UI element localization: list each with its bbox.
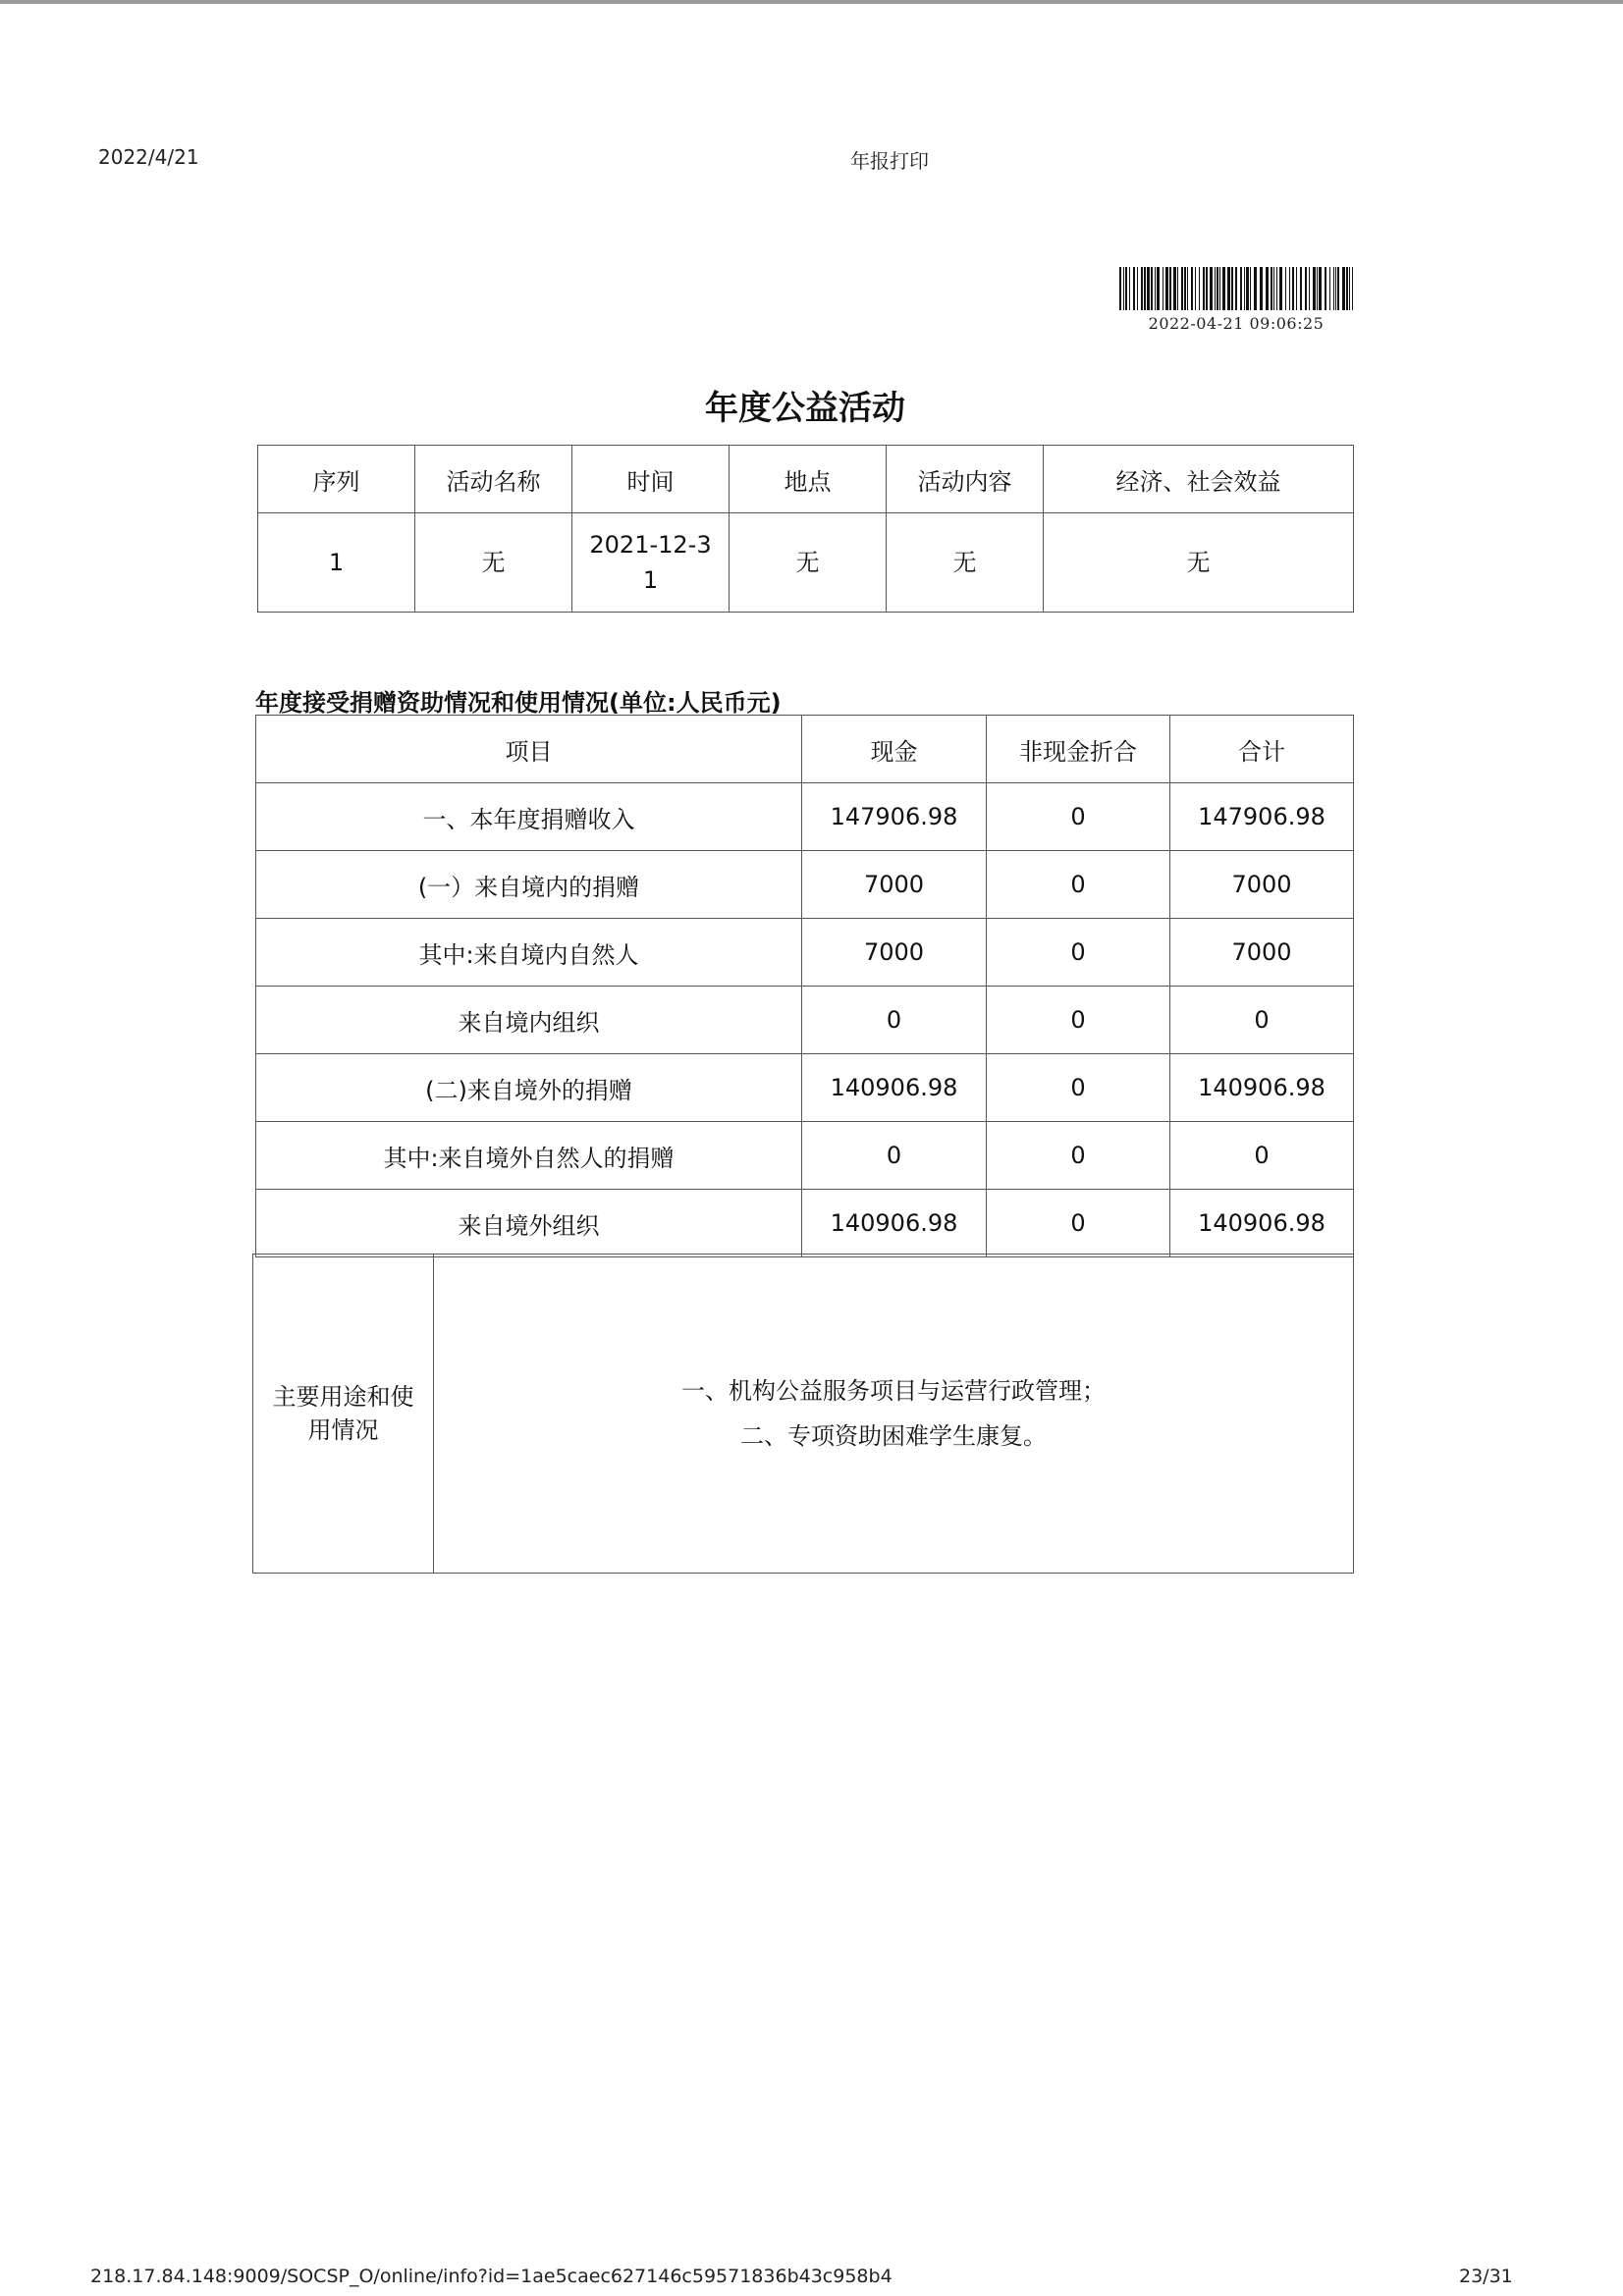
row-noncash: 0 [987, 783, 1170, 851]
activities-header-row [258, 446, 1354, 513]
footer-url: 218.17.84.148:9009/SOCSP_O/online/info?id=1ae5caec627146c59571836b43c958b4 [90, 2266, 893, 2287]
table-row [256, 987, 1354, 1054]
usage-label [253, 1255, 434, 1574]
row-total: 7000 [1170, 851, 1354, 919]
donations-title: 年度接受捐赠资助情况和使用情况(单位:人民币元) [255, 689, 782, 717]
row-cash: 140906.98 [802, 1190, 987, 1257]
table-row [256, 1122, 1354, 1190]
row-cash: 147906.98 [802, 783, 987, 851]
usage-label-line1: 主要用途和使 [272, 1383, 414, 1411]
print-date: 2022/4/21 [98, 145, 199, 169]
table-row [256, 1190, 1354, 1257]
usage-content [434, 1255, 1354, 1574]
row-item: 其中:来自境外自然人的捐赠 [256, 1122, 802, 1190]
cell-location: 无 [730, 513, 887, 613]
row-noncash: 0 [987, 1054, 1170, 1122]
usage-line1: 一、机构公益服务项目与运营行政管理； [681, 1377, 1106, 1405]
usage-row [253, 1255, 1354, 1574]
row-noncash: 0 [987, 987, 1170, 1054]
barcode [1119, 267, 1353, 310]
col-header-noncash: 非现金折合 [987, 716, 1170, 783]
cell-index: 1 [258, 513, 415, 613]
col-header-item: 项目 [256, 716, 802, 783]
usage-line2: 二、专项资助困难学生康复。 [740, 1422, 1047, 1450]
row-item: 其中:来自境内自然人 [256, 919, 802, 987]
cell-benefit: 无 [1044, 513, 1354, 613]
col-header-time: 时间 [572, 446, 730, 513]
row-item: (一）来自境内的捐赠 [256, 851, 802, 919]
row-item: 一、本年度捐赠收入 [256, 783, 802, 851]
page-number: 23/31 [1459, 2266, 1513, 2287]
col-header-total: 合计 [1170, 716, 1354, 783]
row-item: 来自境外组织 [256, 1190, 802, 1257]
scan-top-edge [0, 0, 1623, 4]
table-row [256, 1054, 1354, 1122]
row-cash: 0 [802, 987, 987, 1054]
row-cash: 7000 [802, 851, 987, 919]
cell-name: 无 [415, 513, 572, 613]
table-row [256, 783, 1354, 851]
row-cash: 0 [802, 1122, 987, 1190]
col-header-benefit: 经济、社会效益 [1044, 446, 1354, 513]
col-header-location: 地点 [730, 446, 887, 513]
col-header-name: 活动名称 [415, 446, 572, 513]
activities-title: 年度公益活动 [705, 389, 905, 428]
usage-table [252, 1254, 1354, 1574]
table-row [256, 851, 1354, 919]
row-total: 147906.98 [1170, 783, 1354, 851]
row-noncash: 0 [987, 851, 1170, 919]
row-noncash: 0 [987, 1122, 1170, 1190]
donations-table [255, 715, 1354, 1257]
cell-time [572, 513, 730, 613]
row-cash: 7000 [802, 919, 987, 987]
donations-header-row [256, 716, 1354, 783]
row-item: 来自境内组织 [256, 987, 802, 1054]
activities-table [257, 445, 1354, 613]
barcode-timestamp: 2022-04-21 09:06:25 [1148, 314, 1325, 333]
row-total: 0 [1170, 987, 1354, 1054]
row-total: 7000 [1170, 919, 1354, 987]
row-total: 140906.98 [1170, 1054, 1354, 1122]
row-total: 140906.98 [1170, 1190, 1354, 1257]
row-noncash: 0 [987, 1190, 1170, 1257]
row-item: (二)来自境外的捐赠 [256, 1054, 802, 1122]
col-header-index: 序列 [258, 446, 415, 513]
row-cash: 140906.98 [802, 1054, 987, 1122]
cell-time-line1: 2021-12-3 [589, 531, 712, 559]
row-total: 0 [1170, 1122, 1354, 1190]
cell-content: 无 [887, 513, 1044, 613]
table-row [258, 513, 1354, 613]
cell-time-line2: 1 [642, 566, 659, 594]
col-header-cash: 现金 [802, 716, 987, 783]
table-row [256, 919, 1354, 987]
usage-label-line2: 用情况 [307, 1416, 379, 1444]
col-header-content: 活动内容 [887, 446, 1044, 513]
row-noncash: 0 [987, 919, 1170, 987]
print-header-title: 年报打印 [850, 149, 929, 173]
